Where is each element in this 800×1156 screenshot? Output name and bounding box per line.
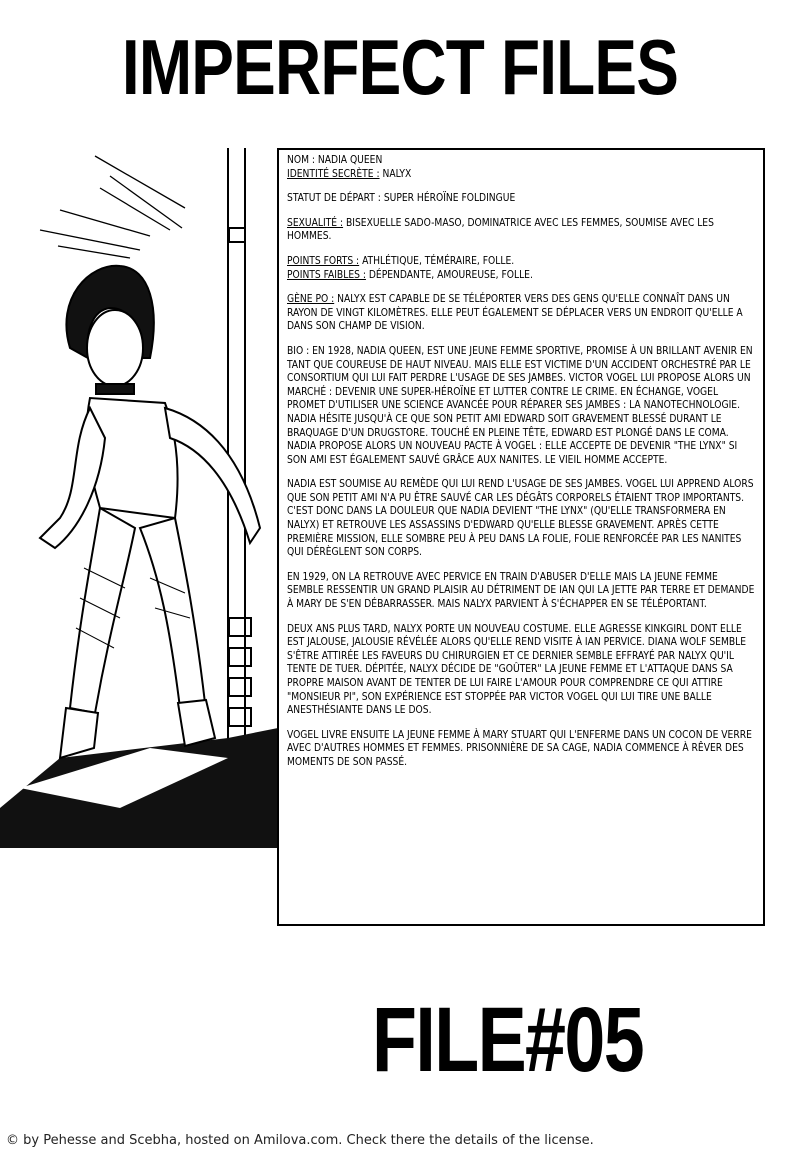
bio-name: NOM : NADIA QUEEN: [287, 155, 383, 166]
bio-paragraph: VOGEL LIVRE ENSUITE LA JEUNE FEMME À MARY STUART QUI L'ENFERME DANS UN COCON DE VERRE AVEC D'AUTRES HOMMES ET FEMMES. PRISONNIÈRE DE SA CAGE, NADIA COMMENCE À RÊVER DES MOMENTS DE SON PASSÉ.: [287, 729, 752, 768]
bio-sexuality: SEXUALITÉ : BISEXUELLE SADO-MASO, DOMINATRICE AVEC LES FEMMES, SOUMISE AVEC LES HOMMES.: [287, 217, 714, 243]
copyright-notice: © by Pehesse and Scebha, hosted on Amilova.com. Check there the details of the license.: [6, 1133, 594, 1148]
bio-paragraph: NADIA EST SOUMISE AU REMÈDE QUI LUI REND L'USAGE DE SES JAMBES. VOGEL LUI APPREND ALORS QUE SON PETIT AMI N'A PU ÊTRE SAUVÉ CAR LES DÉGÂTS CORPORELS ÉTAIENT TROP IMPORTANTS. C'EST DONC DANS LA DOULEUR QUE NADIA DEVIENT "THE LYNX" (QU'ELLE TRANSFORMERA EN NALYX) ET RETROUVE LES ASSASSINS D'EDWARD QU'ELLE BLESSE GRAVEMENT. APRÈS CETTE PREMIÈRE MISSION, ELLE SOMBRE PEU À PEU DANS LA FOLIE, FOLIE RENFORCÉE PAR LES NANITES QUI DÉRÈGLENT SON CORPS.: [287, 479, 754, 559]
bio-paragraph: DEUX ANS PLUS TARD, NALYX PORTE UN NOUVEAU COSTUME. ELLE AGRESSE KINKGIRL DONT ELLE EST JALOUSE, JALOUSIE RÉVÉLÉE ALORS QU'ELLE REND VISITE À IAN PERVICE. DIANA WOLF SEMBLE S'ÊTRE ATTIRÉE LES FAVEURS DU CHIRURGIEN ET CE DERNIER SEMBLE EFFRAYÉ PAR NALYX QU'IL TENTE DE TUER. DÉPITÉE, NALYX DÉCIDE DE "GOÛTER" LA JEUNE FEMME ET L'ATTAQUE DANS SA PROPRE MAISON AVANT DE TENTER DE LUI FAIRE L'AMOUR POUR COMPRENDRE CE QUI ATTIRE "MONSIEUR PI", SON EXPÉRIENCE EST STOPPÉE PAR VICTOR VOGEL QUI LUI TIRE UNE BALLE ANESTHÉSIANTE DANS LE DOS.: [287, 623, 747, 717]
doorway-wall: [228, 148, 278, 768]
character-bio-box: [277, 148, 765, 926]
character-illustration: [0, 148, 285, 848]
bio-strengths: POINTS FORTS : ATHLÉTIQUE, TÉMÉRAIRE, FOLLE.: [287, 255, 515, 267]
bio-power-gene: GÈNE PO : NALYX EST CAPABLE DE SE TÉLÉPORTER VERS DES GENS QU'ELLE CONNAÎT DANS UN RAYON DE VINGT KILOMÈTRES. ELLE PEUT ÉGALEMENT SE DÉPLACER VERS UN ENDROIT QU'ELLE A DANS SON CHAMP DE VISION.: [287, 294, 743, 333]
bio-weaknesses: POINTS FAIBLES : DÉPENDANTE, AMOUREUSE, FOLLE.: [287, 269, 533, 281]
page-title: IMPERFECT FILES: [121, 23, 679, 111]
bio-paragraph: BIO : EN 1928, NADIA QUEEN, EST UNE JEUNE FEMME SPORTIVE, PROMISE À UN BRILLANT AVENIR EN TANT QUE COUREUSE DE HAUT NIVEAU. MAIS ELLE EST VICTIME D'UN ACCIDENT ORCHESTRÉ PAR LE CONSORTIUM QUI LUI FAIT PERDRE L'USAGE DE SES JAMBES. VICTOR VOGEL LUI PROPOSE ALORS UN MARCHÉ : DEVENIR UNE SUPER-HÉROÏNE ET LUTTER CONTRE LE CRIME. EN ÉCHANGE, VOGEL PROMET D'UTILISER UNE SCIENCE AVANCÉE POUR RÉPARER SES JAMBES : LA NANOTECHNOLOGIE. NADIA HÉSITE JUSQU'À CE QUE SON PETIT AMI EDWARD SOIT GRAVEMENT BLESSÉ DURANT LE BRAQUAGE D'UN DRUGSTORE. TOUCHÉ EN PLEINE TÊTE, EDWARD EST PLONGÉ DANS LE COMA. NADIA PROPOSE ALORS UN NOUVEAU PACTE À VOGEL : ELLE ACCEPTE DE DEVENIR "THE LYNX" SI SON AMI EST ÉGALEMENT SAUVÉ GRÂCE AUX NANITES. LE VIEIL HOMME ACCEPTE.: [287, 345, 753, 466]
bio-paragraph: EN 1929, ON LA RETROUVE AVEC PERVICE EN TRAIN D'ABUSER D'ELLE MAIS LA JEUNE FEMME SEMBLE RESSENTIR UN GRAND PLAISIR AU DÉTRIMENT DE IAN QUI LA JETTE PAR TERRE ET DEMANDE À MARY DE S'EN DÉBARRASSER. MAIS NALYX PARVIENT À S'ÉCHAPPER EN SE TÉLÉPORTANT.: [287, 571, 755, 611]
file-number: FILE#05: [372, 989, 644, 1091]
bio-secret-identity: IDENTITÉ SECRÈTE : NALYX: [287, 168, 412, 180]
bio-starting-status: STATUT DE DÉPART : SUPER HÉROÏNE FOLDINGUE: [287, 193, 516, 205]
speed-lines: [40, 156, 185, 258]
